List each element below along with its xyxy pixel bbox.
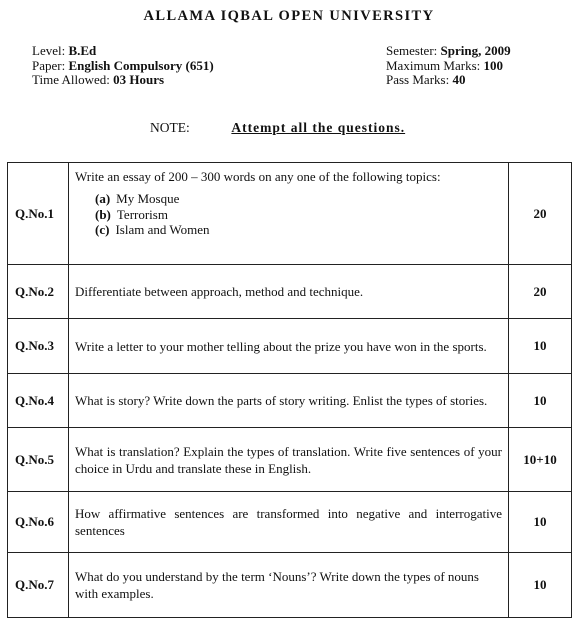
question-number: Q.No.5 <box>8 428 69 492</box>
note-line <box>150 120 405 136</box>
level-label: Level: <box>32 43 66 58</box>
paper-row <box>32 59 214 74</box>
paper-value: English Compulsory (651) <box>68 57 214 73</box>
time-label: Time Allowed: <box>32 72 110 87</box>
question-number: Q.No.1 <box>8 163 69 265</box>
university-title: ALLAMA IQBAL OPEN UNIVERSITY <box>143 8 435 24</box>
question-text: What do you understand by the term ‘Nouns’? Write down the types of nouns with examples. <box>69 553 509 618</box>
semester-value: Spring, 2009 <box>440 43 511 58</box>
time-row <box>32 73 214 88</box>
question-number: Q.No.6 <box>8 492 69 553</box>
note-instruction: Attempt all the questions. <box>231 120 406 135</box>
max-marks-label: Maximum Marks: <box>386 57 481 73</box>
questions-table <box>7 162 572 618</box>
question-text <box>69 163 509 265</box>
topic-letter: (b) <box>95 206 111 222</box>
max-marks-value: 100 <box>483 57 503 73</box>
question-text: Write a letter to your mother telling about the prize you have won in the sports. <box>69 319 509 374</box>
question-row <box>8 265 572 319</box>
question-number: Q.No.2 <box>8 265 69 319</box>
question-number: Q.No.3 <box>8 319 69 374</box>
question-marks: 10 <box>509 553 572 618</box>
topic-title: Islam and Women <box>115 222 210 237</box>
question-text: How affirmative sentences are transformed into negative and interrogative sentences <box>69 492 509 553</box>
time-value: 03 Hours <box>113 72 165 87</box>
pass-marks-value: 40 <box>452 72 466 87</box>
question-text: What is translation? Explain the types of translation. Write five sentences of your choice in Urdu and translate these in English. <box>69 428 509 492</box>
topic-item <box>95 222 502 238</box>
topic-item <box>95 191 502 207</box>
pass-marks-row <box>386 73 511 88</box>
question-prompt: Write an essay of 200 – 300 words on any one of the following topics: <box>75 169 441 184</box>
question-marks: 10 <box>509 319 572 374</box>
question-row <box>8 553 572 618</box>
question-text: What is story? Write down the parts of story writing. Enlist the types of stories. <box>69 374 509 428</box>
question-row <box>8 319 572 374</box>
level-value: B.Ed <box>68 43 97 58</box>
question-row <box>8 492 572 553</box>
question-row <box>8 163 572 265</box>
topic-item <box>95 207 502 223</box>
question-row <box>8 428 572 492</box>
exam-meta-left <box>32 44 214 88</box>
topic-title: My Mosque <box>116 191 180 206</box>
paper-label: Paper: <box>32 57 66 73</box>
question-number: Q.No.4 <box>8 374 69 428</box>
topic-letter: (a) <box>95 191 111 206</box>
question-number: Q.No.7 <box>8 553 69 618</box>
semester-label: Semester: <box>386 43 438 58</box>
topic-list <box>95 191 502 238</box>
question-marks: 10 <box>509 374 572 428</box>
question-marks: 20 <box>509 163 572 265</box>
exam-meta-right <box>386 44 511 88</box>
pass-marks-label: Pass Marks: <box>386 72 450 87</box>
question-row <box>8 374 572 428</box>
question-text: Differentiate between approach, method and technique. <box>69 265 509 319</box>
max-marks-row <box>386 59 511 74</box>
semester-row <box>386 44 511 59</box>
topic-title: Terrorism <box>116 206 168 222</box>
question-marks: 20 <box>509 265 572 319</box>
question-marks: 10+10 <box>509 428 572 492</box>
topic-letter: (c) <box>95 222 110 237</box>
note-label: NOTE: <box>150 120 190 135</box>
question-marks: 10 <box>509 492 572 553</box>
level-row <box>32 44 214 59</box>
